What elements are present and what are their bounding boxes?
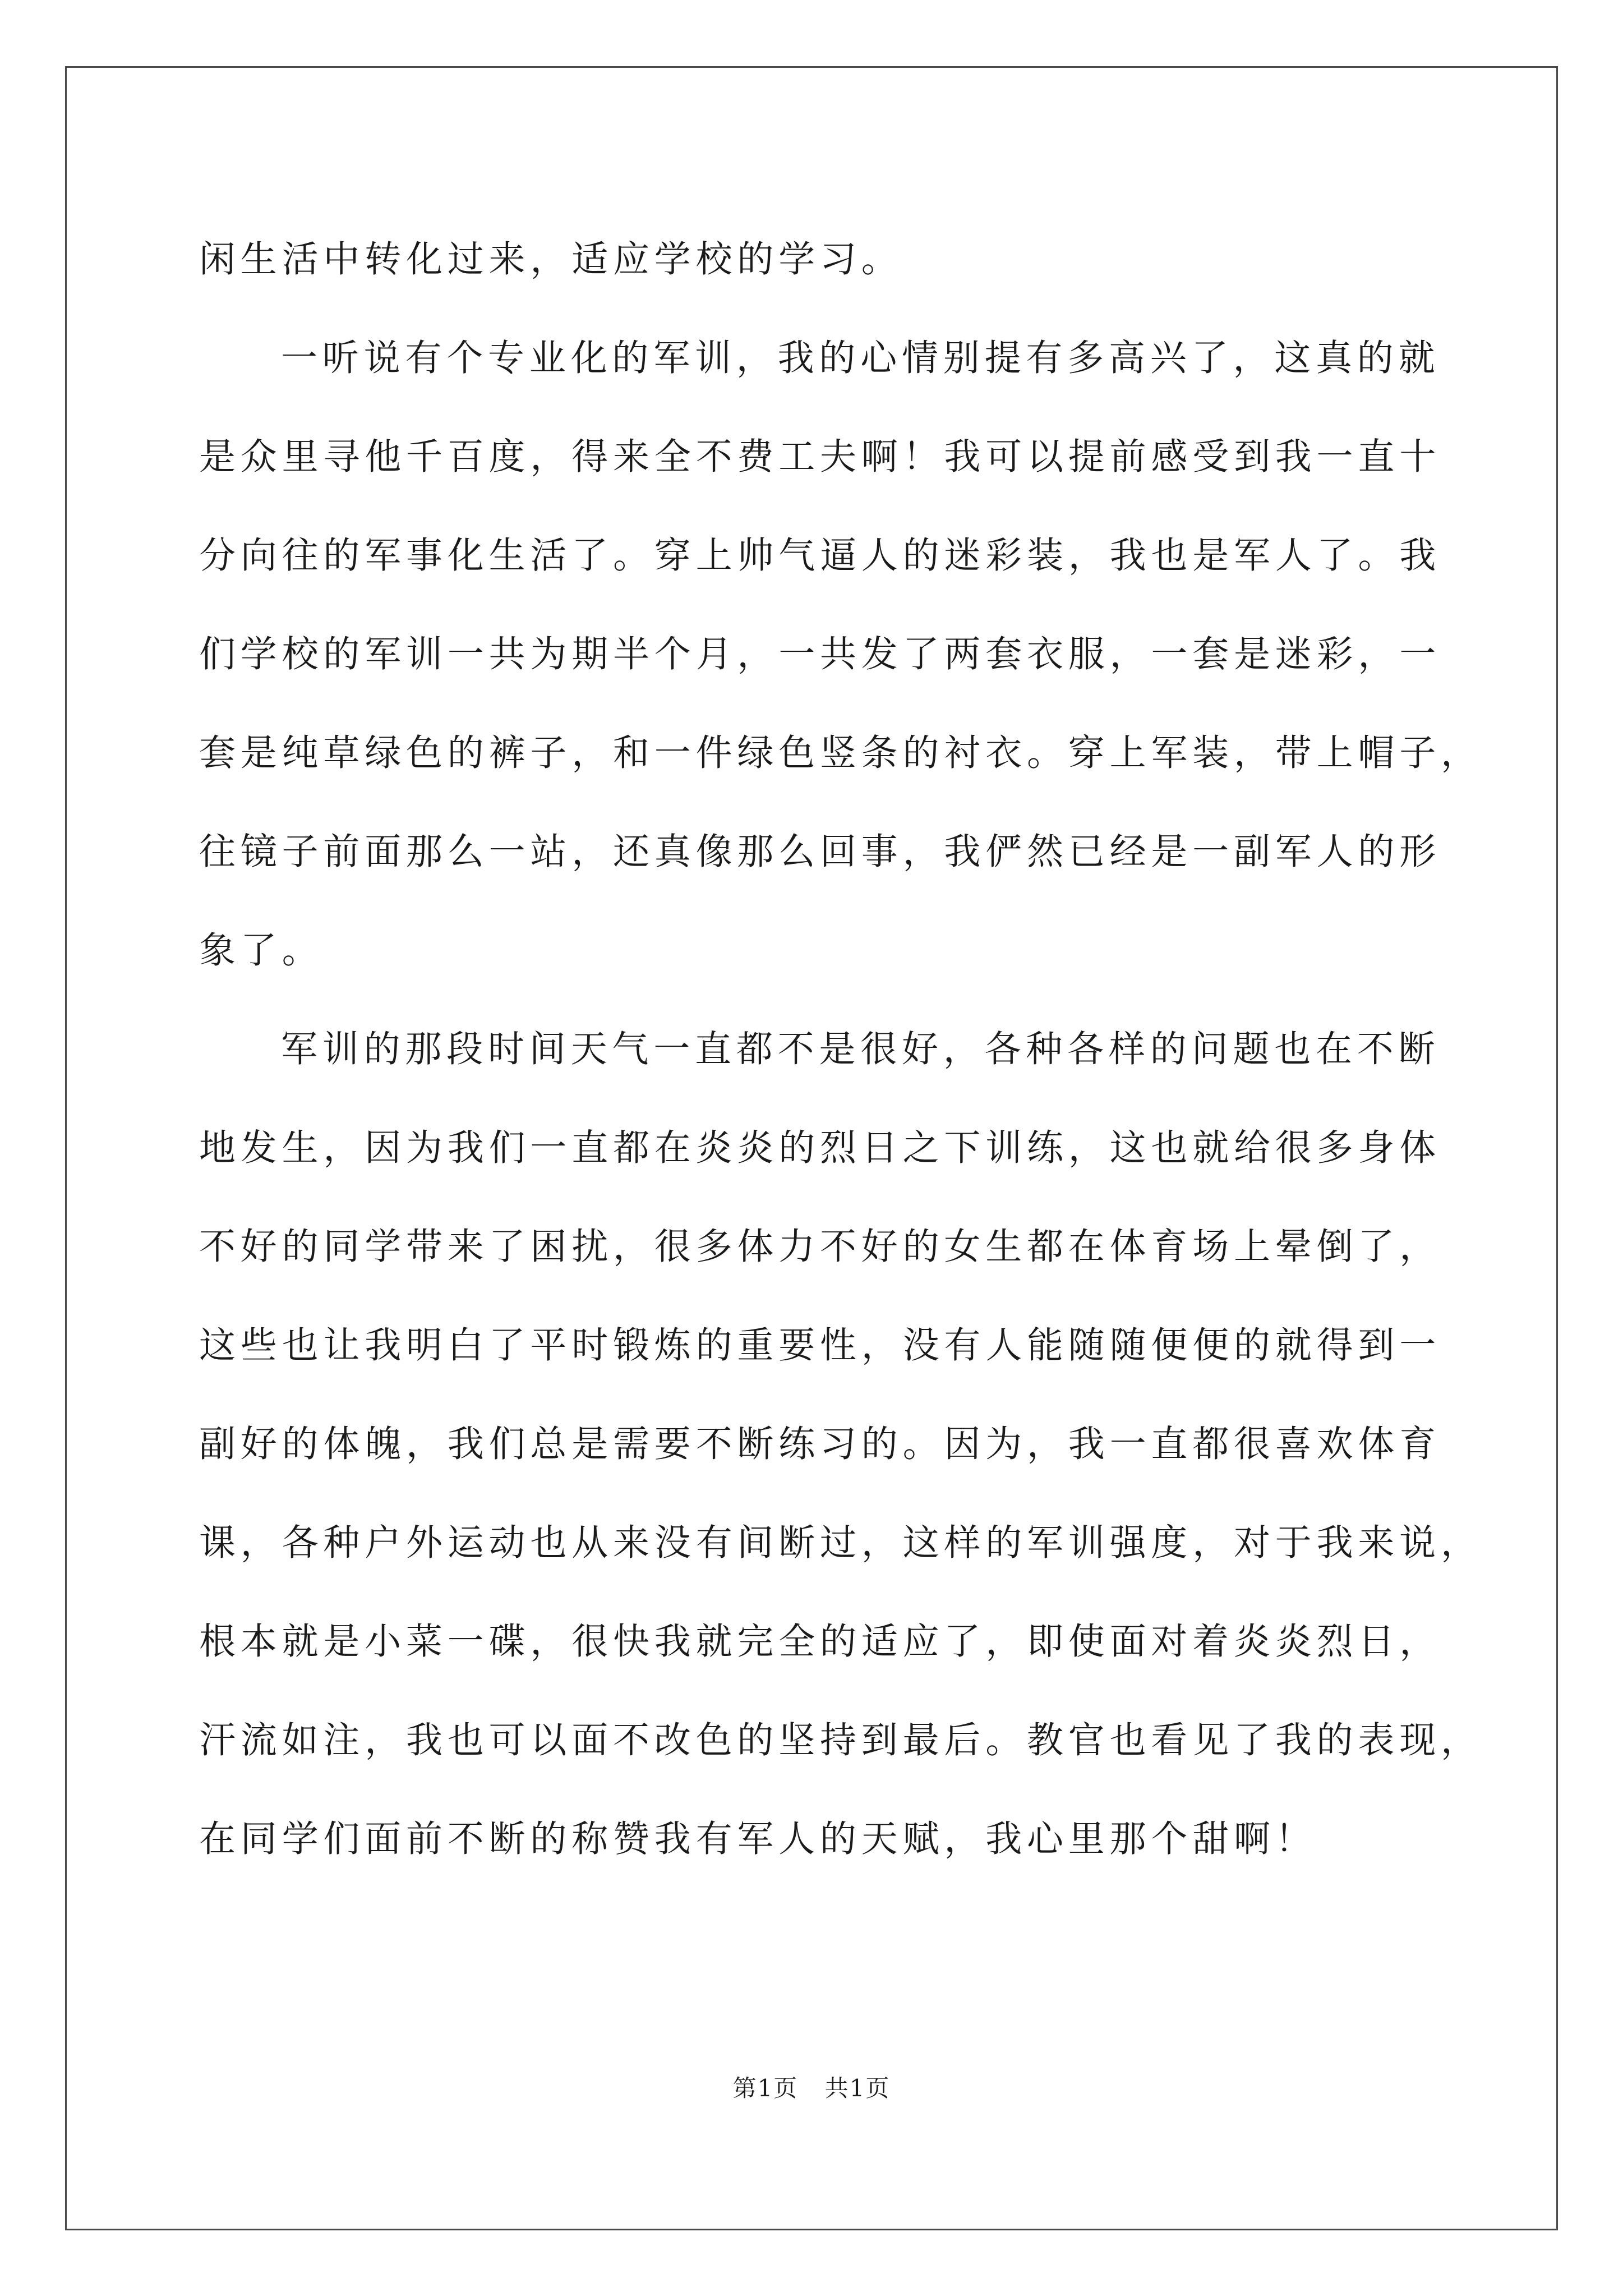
text-line: 地发生，因为我们一直都在炎炎的烈日之下训练，这也就给很多身体 (199, 1127, 1441, 1169)
text-line: 不好的同学带来了困扰，很多体力不好的女生都在体育场上晕倒了， (199, 1226, 1441, 1268)
document-body (199, 210, 1482, 1889)
paragraph-1 (199, 210, 1422, 309)
text-line: 往镜子前面那么一站，还真像那么回事，我俨然已经是一副军人的形 (199, 831, 1441, 873)
text-line: 汗流如注，我也可以面不改色的坚持到最后。教官也看见了我的表现， (199, 1719, 1482, 1761)
page-number: 第1页 (732, 2074, 799, 2102)
text-line: 副好的体魄，我们总是需要不断练习的。因为，我一直都很喜欢体育 (199, 1423, 1441, 1465)
text-line: 一听说有个专业化的军训，我的心情别提有多高兴了，这真的就 (281, 337, 1440, 379)
text-line: 根本就是小菜一碟，很快我就完全的适应了，即使面对着炎炎烈日， (199, 1621, 1441, 1663)
text-line: 军训的那段时间天气一直都不是很好，各种各样的问题也在不断 (281, 1028, 1440, 1070)
text-line: 分向往的军事化生活了。穿上帅气逼人的迷彩装，我也是军人了。我 (199, 535, 1441, 577)
text-line: 套是纯草绿色的裤子，和一件绿色竖条的衬衣。穿上军装，带上帽子， (199, 732, 1482, 774)
paragraph-3 (199, 1000, 1482, 1889)
text-line: 课，各种户外运动也从来没有间断过，这样的军训强度，对于我来说， (199, 1522, 1482, 1564)
text-line: 这些也让我明白了平时锻炼的重要性，没有人能随随便便的就得到一 (199, 1324, 1441, 1366)
text-line: 们学校的军训一共为期半个月，一共发了两套衣服，一套是迷彩，一 (199, 633, 1441, 675)
paragraph-2 (199, 309, 1482, 1000)
text-line: 象了。 (199, 930, 324, 972)
page-total: 共1页 (824, 2074, 891, 2102)
page-footer (0, 2070, 1623, 2104)
text-line: 闲生活中转化过来，适应学校的学习。 (199, 238, 903, 280)
text-line: 是众里寻他千百度，得来全不费工夫啊！我可以提前感受到我一直十 (199, 436, 1441, 478)
text-line: 在同学们面前不断的称赞我有军人的天赋，我心里那个甜啊！ (199, 1818, 1317, 1860)
